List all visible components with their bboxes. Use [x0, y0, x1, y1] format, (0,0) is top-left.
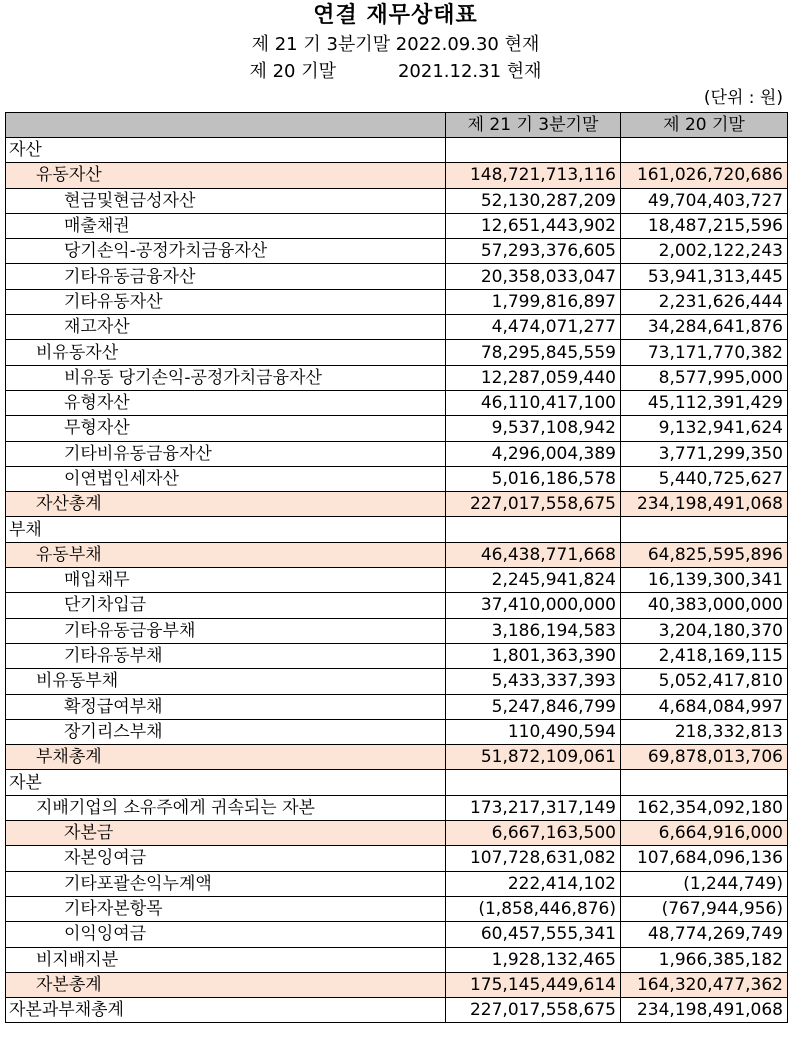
account-label: 자본과부채총계 [6, 998, 446, 1023]
prior-period-value: 53,941,313,445 [621, 264, 788, 289]
account-label: 기타유동부채 [6, 643, 446, 668]
table-row [6, 315, 788, 340]
current-period-value: 227,017,558,675 [446, 492, 621, 517]
account-label: 자본총계 [6, 972, 446, 997]
table-row [6, 416, 788, 441]
prior-period-value: 4,684,084,997 [621, 694, 788, 719]
account-label: 자본금 [6, 821, 446, 846]
table-row [6, 542, 788, 567]
current-period-value: 4,474,071,277 [446, 315, 621, 340]
prior-period-value: 69,878,013,706 [621, 745, 788, 770]
table-body [6, 138, 788, 1023]
table-row [6, 517, 788, 542]
current-period-value: 107,728,631,082 [446, 846, 621, 871]
table-header-row [6, 113, 788, 138]
current-period-value: 5,247,846,799 [446, 694, 621, 719]
current-period-value: 175,145,449,614 [446, 972, 621, 997]
account-label: 지배기업의 소유주에게 귀속되는 자본 [6, 795, 446, 820]
current-period-value: 5,016,186,578 [446, 466, 621, 491]
table-row [6, 770, 788, 795]
table-row [6, 213, 788, 238]
current-period-value: 1,801,363,390 [446, 643, 621, 668]
account-label: 확정급여부채 [6, 694, 446, 719]
prior-period-value: 9,132,941,624 [621, 416, 788, 441]
prior-period-value [621, 138, 788, 163]
current-period-value [446, 138, 621, 163]
account-label: 기타포괄손익누계액 [6, 871, 446, 896]
prior-period-value: 18,487,215,596 [621, 213, 788, 238]
table-row [6, 568, 788, 593]
account-label: 기타유동금융자산 [6, 264, 446, 289]
table-row [6, 669, 788, 694]
account-label: 유동부채 [6, 542, 446, 567]
prior-period-value: 218,332,813 [621, 719, 788, 744]
prior-period-value: 48,774,269,749 [621, 922, 788, 947]
table-row [6, 821, 788, 846]
table-row [6, 163, 788, 188]
table-row [6, 719, 788, 744]
account-label: 재고자산 [6, 315, 446, 340]
account-label: 유형자산 [6, 390, 446, 415]
prior-period-value: 162,354,092,180 [621, 795, 788, 820]
prior-period-value: 2,231,626,444 [621, 289, 788, 314]
account-label: 부채총계 [6, 745, 446, 770]
prior-period-value: 64,825,595,896 [621, 542, 788, 567]
current-period-value: 46,110,417,100 [446, 390, 621, 415]
table-row [6, 593, 788, 618]
account-label: 매입채무 [6, 568, 446, 593]
prior-period-value: 1,966,385,182 [621, 947, 788, 972]
current-period-value: 52,130,287,209 [446, 188, 621, 213]
current-period-value [446, 770, 621, 795]
table-row [6, 138, 788, 163]
current-period-value: (1,858,446,876) [446, 896, 621, 921]
prior-period-value: (1,244,749) [621, 871, 788, 896]
table-row [6, 492, 788, 517]
current-period-value: 222,414,102 [446, 871, 621, 896]
current-period-value: 12,287,059,440 [446, 365, 621, 390]
prior-period-value: 8,577,995,000 [621, 365, 788, 390]
account-label: 기타비유동금융자산 [6, 441, 446, 466]
current-period-value: 1,799,816,897 [446, 289, 621, 314]
prior-period-value: 234,198,491,068 [621, 492, 788, 517]
table-row [6, 289, 788, 314]
current-period-value: 12,651,443,902 [446, 213, 621, 238]
prior-period-value: 73,171,770,382 [621, 340, 788, 365]
current-period-value: 148,721,713,116 [446, 163, 621, 188]
account-label: 기타유동금융부채 [6, 618, 446, 643]
prior-period-value: 164,320,477,362 [621, 972, 788, 997]
period-prior-label: 제 20 기말 [249, 61, 336, 82]
prior-period-value: 3,204,180,370 [621, 618, 788, 643]
account-label: 부채 [6, 517, 446, 542]
current-period-value: 60,457,555,341 [446, 922, 621, 947]
current-period-value: 1,928,132,465 [446, 947, 621, 972]
page-title: 연결 재무상태표 [313, 3, 478, 28]
current-period-value: 4,296,004,389 [446, 441, 621, 466]
account-label: 매출채권 [6, 213, 446, 238]
table-row [6, 264, 788, 289]
prior-period-value: 5,440,725,627 [621, 466, 788, 491]
account-label: 유동자산 [6, 163, 446, 188]
current-period-value: 57,293,376,605 [446, 239, 621, 264]
account-label: 당기손익-공정가치금융자산 [6, 239, 446, 264]
prior-period-value: 49,704,403,727 [621, 188, 788, 213]
table-row [6, 365, 788, 390]
account-label: 기타유동자산 [6, 289, 446, 314]
prior-period-value [621, 517, 788, 542]
table-row [6, 239, 788, 264]
table-row [6, 795, 788, 820]
current-period-value: 2,245,941,824 [446, 568, 621, 593]
table-row [6, 947, 788, 972]
account-label: 자본잉여금 [6, 846, 446, 871]
period-current: 제 21 기 3분기말 2022.09.30 현재 [251, 34, 540, 55]
account-label: 자산 [6, 138, 446, 163]
prior-period-value: 2,002,122,243 [621, 239, 788, 264]
prior-period-value: 107,684,096,136 [621, 846, 788, 871]
table-row [6, 188, 788, 213]
account-label: 단기차입금 [6, 593, 446, 618]
prior-period-value: 161,026,720,686 [621, 163, 788, 188]
account-label: 현금및현금성자산 [6, 188, 446, 213]
current-period-value: 20,358,033,047 [446, 264, 621, 289]
prior-period-value: 2,418,169,115 [621, 643, 788, 668]
table-row [6, 972, 788, 997]
table-row [6, 871, 788, 896]
table-row [6, 466, 788, 491]
prior-period-value: 34,284,641,876 [621, 315, 788, 340]
account-label: 무형자산 [6, 416, 446, 441]
prior-period-value [621, 770, 788, 795]
account-label: 비유동자산 [6, 340, 446, 365]
balance-sheet-table [5, 112, 788, 1023]
current-period-value: 173,217,317,149 [446, 795, 621, 820]
account-label: 기타자본항목 [6, 896, 446, 921]
account-label: 이연법인세자산 [6, 466, 446, 491]
current-period-value: 5,433,337,393 [446, 669, 621, 694]
current-period-value: 46,438,771,668 [446, 542, 621, 567]
prior-period-value: 234,198,491,068 [621, 998, 788, 1023]
current-period-value: 110,490,594 [446, 719, 621, 744]
prior-period-value: 45,112,391,429 [621, 390, 788, 415]
current-period-value: 78,295,845,559 [446, 340, 621, 365]
table-row [6, 390, 788, 415]
prior-period-value: 40,383,000,000 [621, 593, 788, 618]
table-row [6, 694, 788, 719]
account-label: 비유동부채 [6, 669, 446, 694]
current-period-value: 3,186,194,583 [446, 618, 621, 643]
current-period-value: 227,017,558,675 [446, 998, 621, 1023]
period-prior [0, 59, 791, 85]
account-label: 자산총계 [6, 492, 446, 517]
account-label: 자본 [6, 770, 446, 795]
account-label: 이익잉여금 [6, 922, 446, 947]
prior-period-value: 6,664,916,000 [621, 821, 788, 846]
table-row [6, 745, 788, 770]
table-row [6, 340, 788, 365]
table-row [6, 441, 788, 466]
table-row [6, 896, 788, 921]
current-period-value: 37,410,000,000 [446, 593, 621, 618]
current-period-value: 9,537,108,942 [446, 416, 621, 441]
current-period-value [446, 517, 621, 542]
table-row [6, 998, 788, 1023]
account-label: 비유동 당기손익-공정가치금융자산 [6, 365, 446, 390]
unit-label: (단위 : 원) [703, 88, 783, 108]
prior-period-value: (767,944,956) [621, 896, 788, 921]
column-header-current: 제 21 기 3분기말 [446, 113, 621, 138]
column-header-prior: 제 20 기말 [621, 113, 788, 138]
current-period-value: 51,872,109,061 [446, 745, 621, 770]
table-row [6, 846, 788, 871]
account-label: 비지배지분 [6, 947, 446, 972]
current-period-value: 6,667,163,500 [446, 821, 621, 846]
account-label: 장기리스부채 [6, 719, 446, 744]
prior-period-value: 3,771,299,350 [621, 441, 788, 466]
table-row [6, 922, 788, 947]
prior-period-value: 16,139,300,341 [621, 568, 788, 593]
table-row [6, 643, 788, 668]
table-row [6, 618, 788, 643]
period-prior-date: 2021.12.31 현재 [397, 61, 542, 82]
prior-period-value: 5,052,417,810 [621, 669, 788, 694]
column-header-account [6, 113, 446, 138]
